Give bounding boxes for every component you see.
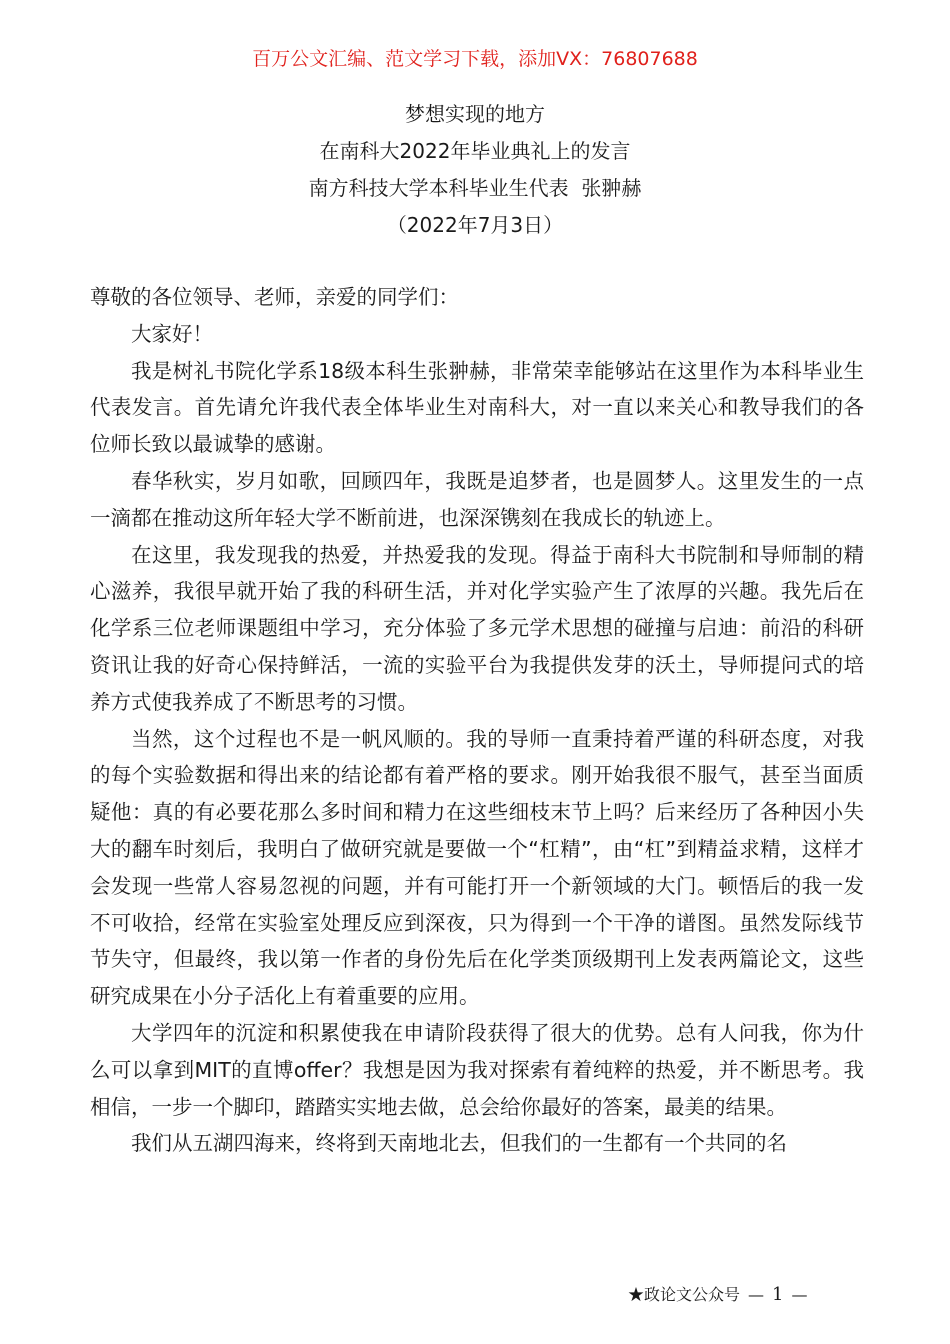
paragraph: 大学四年的沉淀和积累使我在申请阶段获得了很大的优势。总有人问我，你为什么可以拿到MIT的直博offer？我想是因为我对探索有着纯粹的热爱，并不断思考。我相信，一步一个脚印，踏踏实实地去做，总会给你最好的答案，最美的结果。 [90,1020,864,1119]
doc-title: 梦想实现的地方 [405,102,545,126]
page-footer [628,1283,815,1307]
dash-right: — [791,1285,808,1304]
header-banner: 百万公文汇编、范文学习下载，添加VX：76807688 [252,48,698,70]
paragraph: 春华秋实，岁月如歌，回顾四年，我既是追梦者，也是圆梦人。这里发生的一点一滴都在推动这所年轻大学不断前进，也深深镌刻在我成长的轨迹上。 [90,468,864,530]
dash-left: — [748,1285,765,1304]
footer-source: ★政论文公众号 [628,1285,741,1304]
paragraph: 我是树礼书院化学系18级本科生张翀赫，非常荣幸能够站在这里作为本科毕业生代表发言。首先请允许我代表全体毕业生对南科大，对一直以来关心和教导我们的各位师长致以最诚挚的感谢。 [90,358,864,457]
doc-subtitle: 在南科大2022年毕业典礼上的发言 [319,139,631,163]
salutation: 尊敬的各位领导、老师，亲爱的同学们： [90,285,459,309]
paragraph: 我们从五湖四海来，终将到天南地北去，但我们的一生都有一个共同的名 [131,1131,787,1156]
title-block [0,96,950,244]
paragraph: 当然，这个过程也不是一帆风顺的。我的导师一直秉持着严谨的科研态度，对我的每个实验数据和得出来的结论都有着严格的要求。刚开始我很不服气，甚至当面质疑他：真的有必要花那么多时间和精力在这些细枝末节上吗？后来经历了各种因小失大的翻车时刻后，我明白了做研究就是要做一个“杠精”，由“杠”到精益求精，这样才会发现一些常人容易忽视的问题，并有可能打开一个新领域的大门。顿悟后的我一发不可收拾，经常在实验室处理反应到深夜，只为得到一个干净的谱图。虽然发际线节节失守，但最终，我以第一作者的身份先后在化学类顶级期刊上发表两篇论文，这些研究成果在小分子活化上有着重要的应用。 [90,726,864,1009]
paragraph: 大家好！ [131,321,213,346]
document-body [90,279,864,1162]
speaker-line: 南方科技大学本科毕业生代表 张翀赫 [308,176,642,200]
paragraph: 在这里，我发现我的热爱，并热爱我的发现。得益于南科大书院制和导师制的精心滋养，我很早就开始了我的科研生活，并对化学实验产生了浓厚的兴趣。我先后在化学系三位老师课题组中学习，充分体验了多元学术思想的碰撞与启迪：前沿的科研资讯让我的好奇心保持鲜活，一流的实验平台为我提供发芽的沃土，导师提问式的培养方式使我养成了不断思考的习惯。 [90,542,864,714]
date-line: （2022年7月3日） [386,213,564,237]
page-number: 1 [772,1284,784,1305]
